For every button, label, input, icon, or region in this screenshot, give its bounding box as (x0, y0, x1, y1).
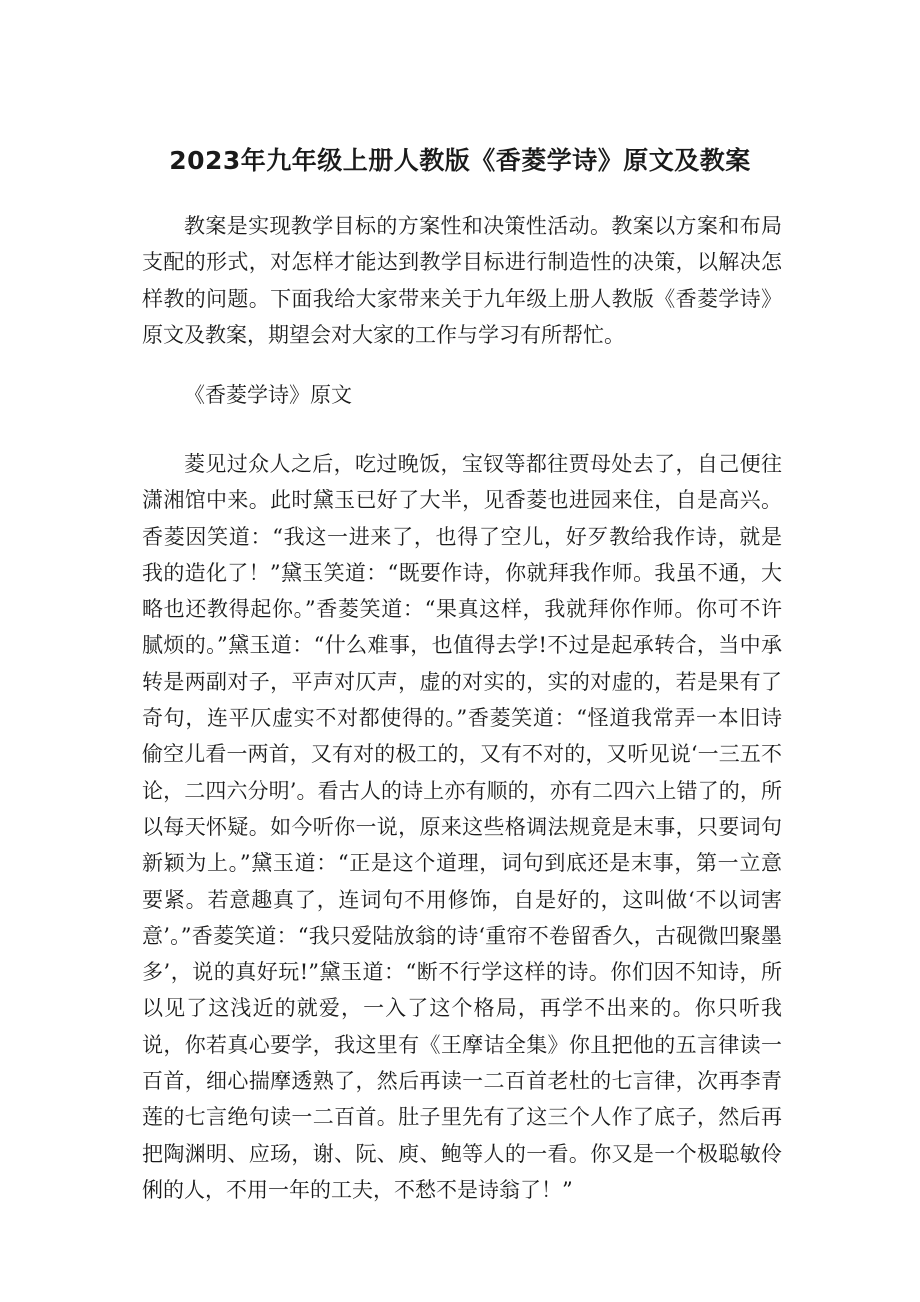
document-title: 2023年九年级上册人教版《香菱学诗》原文及教案 (169, 146, 751, 175)
story-paragraph: 菱见过众人之后，吃过晚饭，宝钗等都往贾母处去了，自己便往潇湘馆中来。此时黛玉已好了大半，见香菱也进园来住，自是高兴。香菱因笑道：“我这一进来了，也得了空儿，好歹教给我作诗，就是我的造化了！”黛玉笑道：“既要作诗，你就拜我作师。我虽不通，大略也还教得起你。”香菱笑道：“果真这样，我就拜你作师。你可不许腻烦的。”黛玉道：“什么难事，也值得去学!不过是起承转合，当中承转是两副对子，平声对仄声，虚的对实的，实的对虚的，若是果有了奇句，连平仄虚实不对都使得的。”香菱笑道：“怪道我常弄一本旧诗偷空儿看一两首，又有对的极工的，又有不对的，又听见说‘一三五不论，二四六分明’。看古人的诗上亦有顺的，亦有二四六上错了的，所以每天怀疑。如今听你一说，原来这些格调法规竟是末事，只要词句新颖为上。”黛玉道：“正是这个道理，词句到底还是末事，第一立意要紧。若意趣真了，连词句不用修饰，自是好的，这叫做‘不以词害意’。”香菱笑道：“我只爱陆放翁的诗‘重帘不卷留香久，古砚微凹聚墨多’，说的真好玩!”黛玉道：“断不行学这样的诗。你们因不知诗，所以见了这浅近的就爱，一入了这个格局，再学不出来的。你只听我说，你若真心要学，我这里有《王摩诘全集》你且把他的五言律读一百首，细心揣摩透熟了，然后再读一二百首老杜的七言律，次再李青莲的七言绝句读一二百首。肚子里先有了这三个人作了底子，然后再把陶渊明、应玚，谢、阮、庾、鲍等人的一看。你又是一个极聪敏伶俐的人，不用一年的工夫，不愁不是诗翁了！” (142, 452, 782, 1202)
intro-paragraph: 教案是实现教学目标的方案性和决策性活动。教案以方案和布局支配的形式，对怎样才能达到教学目标进行制造性的决策，以解决怎样教的问题。下面我给大家带来关于九年级上册人教版《香菱学诗》原文及教案，期望会对大家的工作与学习有所帮忙。 (142, 214, 782, 347)
section-heading: 《香菱学诗》原文 (184, 383, 352, 407)
